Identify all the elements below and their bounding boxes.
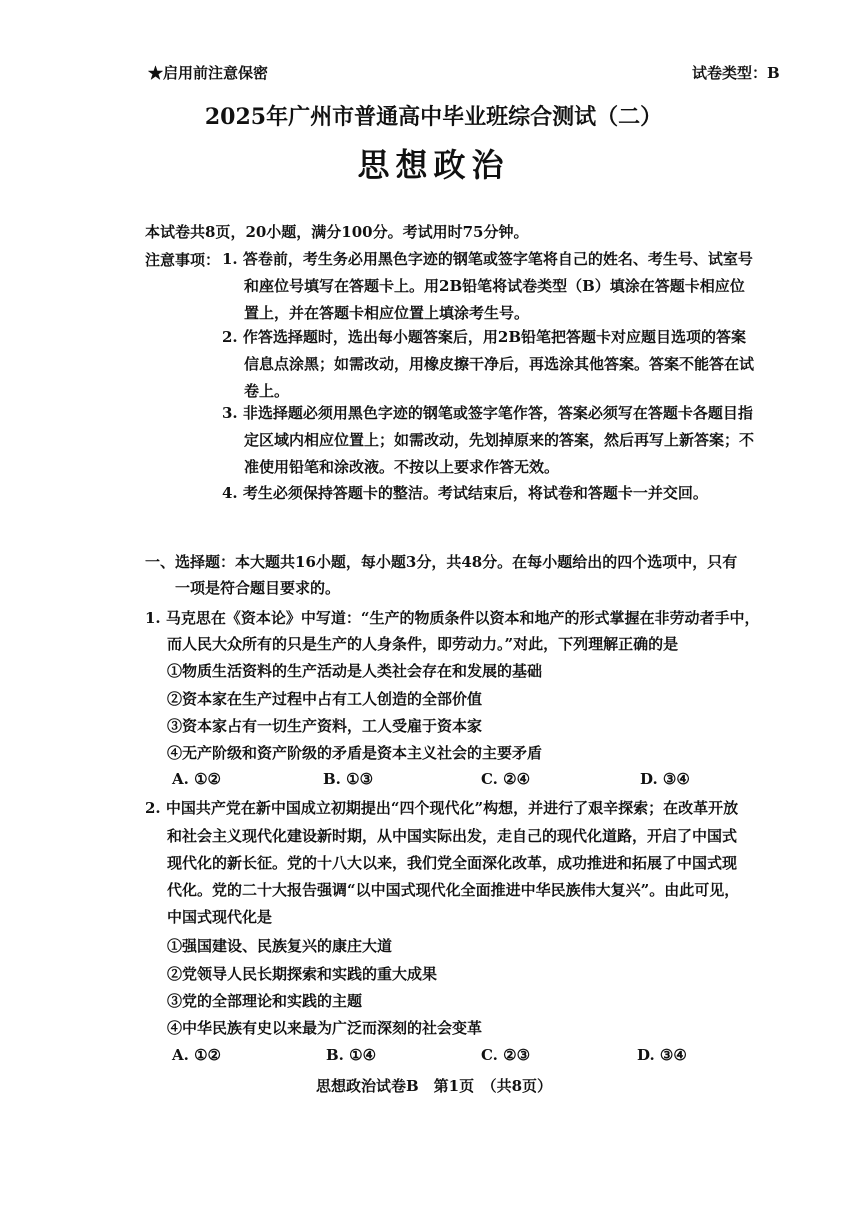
q2-stem-cont: 中国式现代化是	[167, 908, 273, 926]
exam-title: 2025年广州市普通高中毕业班综合测试（二）	[204, 104, 663, 130]
q2-stem-cont: 代化。党的二十大报告强调“以中国式现代化全面推进中华民族伟大复兴”。由此可见，	[167, 881, 740, 899]
notice-line: 2. 作答选择题时，选出每小题答案后，用2B铅笔把答题卡对应题目选项的答案	[222, 328, 746, 346]
confidential-label: ★启用前注意保密	[148, 64, 269, 82]
notice-item	[222, 400, 754, 481]
q1-option: C. ②④	[481, 770, 531, 788]
notice-line: 和座位号填写在答题卡上。用2B铅笔将试卷类型（B）填涂在答题卡相应位	[244, 277, 745, 295]
paper-type-label: 试卷类型：B	[692, 64, 780, 82]
q2-stem: 2. 中国共产党在新中国成立初期提出“四个现代化”构想，并进行了艰辛探索；在改革开放	[145, 799, 739, 817]
q1-statement: ②资本家在生产过程中占有工人创造的全部价值	[167, 690, 483, 708]
section-heading-cont: 一项是符合题目要求的。	[175, 579, 341, 597]
subject-title: 思想政治	[357, 146, 510, 184]
q2-statement: ③党的全部理论和实践的主题	[167, 992, 363, 1010]
q2-statement: ④中华民族有史以来最为广泛而深刻的社会变革	[167, 1019, 483, 1037]
notice-line: 信息点涂黑；如需改动，用橡皮擦干净后，再选涂其他答案。答案不能答在试	[244, 355, 755, 373]
q1-option: B. ①③	[323, 770, 374, 788]
q2-option: A. ①②	[172, 1046, 221, 1064]
q2-stem-cont: 现代化的新长征。党的十八大以来，我们党全面深化改革，成功推进和拓展了中国式现	[167, 854, 738, 872]
q2-statement: ②党领导人民长期探索和实践的重大成果	[167, 965, 438, 983]
notice-item	[222, 324, 754, 405]
q2-option: B. ①④	[326, 1046, 377, 1064]
notice-line: 置上，并在答题卡相应位置上填涂考生号。	[244, 304, 530, 322]
q1-option: D. ③④	[640, 770, 690, 788]
notice-item	[222, 246, 753, 327]
q1-statement: ①物质生活资料的生产活动是人类社会存在和发展的基础	[167, 662, 543, 680]
notice-line: 1. 答卷前，考生务必用黑色字迹的钢笔或签字笔将自己的姓名、考生号、试室号	[222, 250, 753, 268]
notice-label: 注意事项：	[145, 251, 221, 269]
notice-line: 定区域内相应位置上；如需改动，先划掉原来的答案，然后再写上新答案；不	[244, 431, 755, 449]
q2-option: C. ②③	[481, 1046, 531, 1064]
q1-statement: ③资本家占有一切生产资料，工人受雇于资本家	[167, 717, 483, 735]
q1-stem: 1. 马克思在《资本论》中写道：“生产的物质条件以资本和地产的形式掌握在非劳动者手中，	[145, 609, 760, 627]
q1-stem-cont: 而人民大众所有的只是生产的人身条件，即劳动力。”对此，下列理解正确的是	[167, 635, 679, 653]
notice-line: 3. 非选择题必须用黑色字迹的钢笔或签字笔作答，答案必须写在答题卡各题目指	[222, 404, 753, 422]
notice-line: 卷上。	[244, 382, 290, 400]
q2-statement: ①强国建设、民族复兴的康庄大道	[167, 937, 393, 955]
section-heading: 一、选择题：本大题共16小题，每小题3分，共48分。在每小题给出的四个选项中，只有	[145, 553, 738, 571]
q2-option: D. ③④	[637, 1046, 687, 1064]
q1-statement: ④无产阶级和资产阶级的矛盾是资本主义社会的主要矛盾	[167, 744, 543, 762]
notice-line: 准使用铅笔和涂改液。不按以上要求作答无效。	[244, 458, 560, 476]
notice-line: 4. 考生必须保持答题卡的整洁。考试结束后，将试卷和答题卡一并交回。	[222, 484, 708, 502]
notice-item	[222, 480, 708, 507]
q2-stem-cont: 和社会主义现代化建设新时期，从中国实际出发，走自己的现代化道路，开启了中国式	[167, 827, 738, 845]
exam-summary: 本试卷共8页，20小题，满分100分。考试用时75分钟。	[145, 223, 529, 241]
q1-option: A. ①②	[172, 770, 221, 788]
page-footer: 思想政治试卷B 第1页 （共8页）	[316, 1077, 553, 1095]
